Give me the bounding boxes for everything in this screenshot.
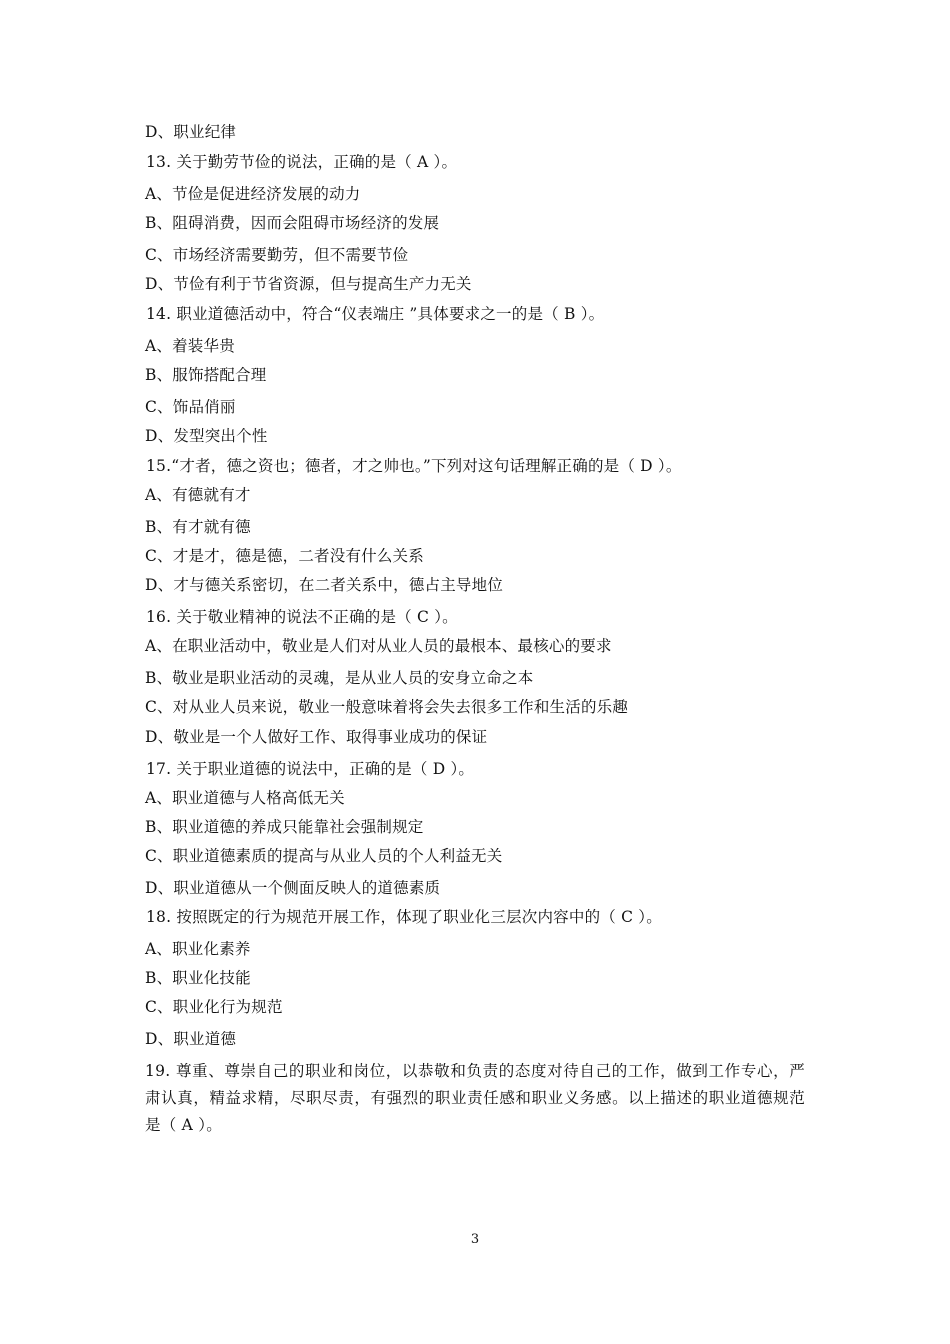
option-text: A、职业道德与人格高低无关 — [145, 789, 345, 807]
option-text: D、职业道德从一个侧面反映人的道德素质 — [145, 879, 441, 897]
option-text: D、职业纪律 — [145, 123, 237, 141]
question-text: 16. 关于敬业精神的说法不正确的是（ C ）。 — [146, 608, 458, 626]
option-text: D、发型突出个性 — [145, 427, 268, 445]
question-text: 14. 职业道德活动中，符合“仪表端庄 ”具体要求之一的是（ B ）。 — [146, 305, 605, 323]
option-text: A、着装华贵 — [145, 337, 235, 355]
option-text: D、才与德关系密切，在二者关系中，德占主导地位 — [145, 576, 504, 594]
option-text: C、对从业人员来说，敬业一般意味着将会失去很多工作和生活的乐趣 — [145, 698, 629, 716]
page-number: 3 — [470, 1232, 480, 1247]
option-text: D、职业道德 — [145, 1030, 237, 1048]
option-text: B、职业化技能 — [145, 969, 251, 987]
option-text: A、节俭是促进经济发展的动力 — [145, 185, 361, 203]
question-text: 13. 关于勤劳节俭的说法，正确的是（ A ）。 — [146, 153, 458, 171]
option-text: C、职业道德素质的提高与从业人员的个人利益无关 — [145, 847, 503, 865]
option-text: D、节俭有利于节省资源，但与提高生产力无关 — [145, 275, 472, 293]
question-text: 17. 关于职业道德的说法中，正确的是（ D ）。 — [146, 760, 475, 778]
option-text: A、在职业活动中，敬业是人们对从业人员的最根本、最核心的要求 — [145, 637, 612, 655]
option-text: D、敬业是一个人做好工作、取得事业成功的保证 — [145, 728, 488, 746]
option-text: C、饰品俏丽 — [145, 398, 236, 416]
option-text: B、服饰搭配合理 — [145, 366, 267, 384]
option-text: C、职业化行为规范 — [145, 998, 283, 1016]
question-text: 18. 按照既定的行为规范开展工作，体现了职业化三层次内容中的（ C ）。 — [146, 908, 662, 926]
option-text: B、阻碍消费，因而会阻碍市场经济的发展 — [145, 214, 440, 232]
option-text: C、市场经济需要勤劳，但不需要节俭 — [145, 246, 409, 264]
option-text: B、有才就有德 — [145, 518, 251, 536]
option-text: C、才是才，德是德，二者没有什么关系 — [145, 547, 424, 565]
option-text: B、敬业是职业活动的灵魂，是从业人员的安身立命之本 — [145, 669, 534, 687]
option-text: A、有德就有才 — [145, 486, 251, 504]
question-text: 19. 尊重、尊崇自己的职业和岗位，以恭敬和负责的态度对待自己的工作，做到工作专心，严肃认真，精益求精，尽职尽责，有强烈的职业责任感和职业义务感。以上描述的职业道德规范是（ A ）。 — [145, 1062, 805, 1134]
question-text: 15.“才者，德之资也；德者，才之帅也。”下列对这句话理解正确的是（ D ）。 — [146, 457, 682, 475]
option-text: B、职业道德的养成只能靠社会强制规定 — [145, 818, 424, 836]
option-text: A、职业化素养 — [145, 940, 251, 958]
